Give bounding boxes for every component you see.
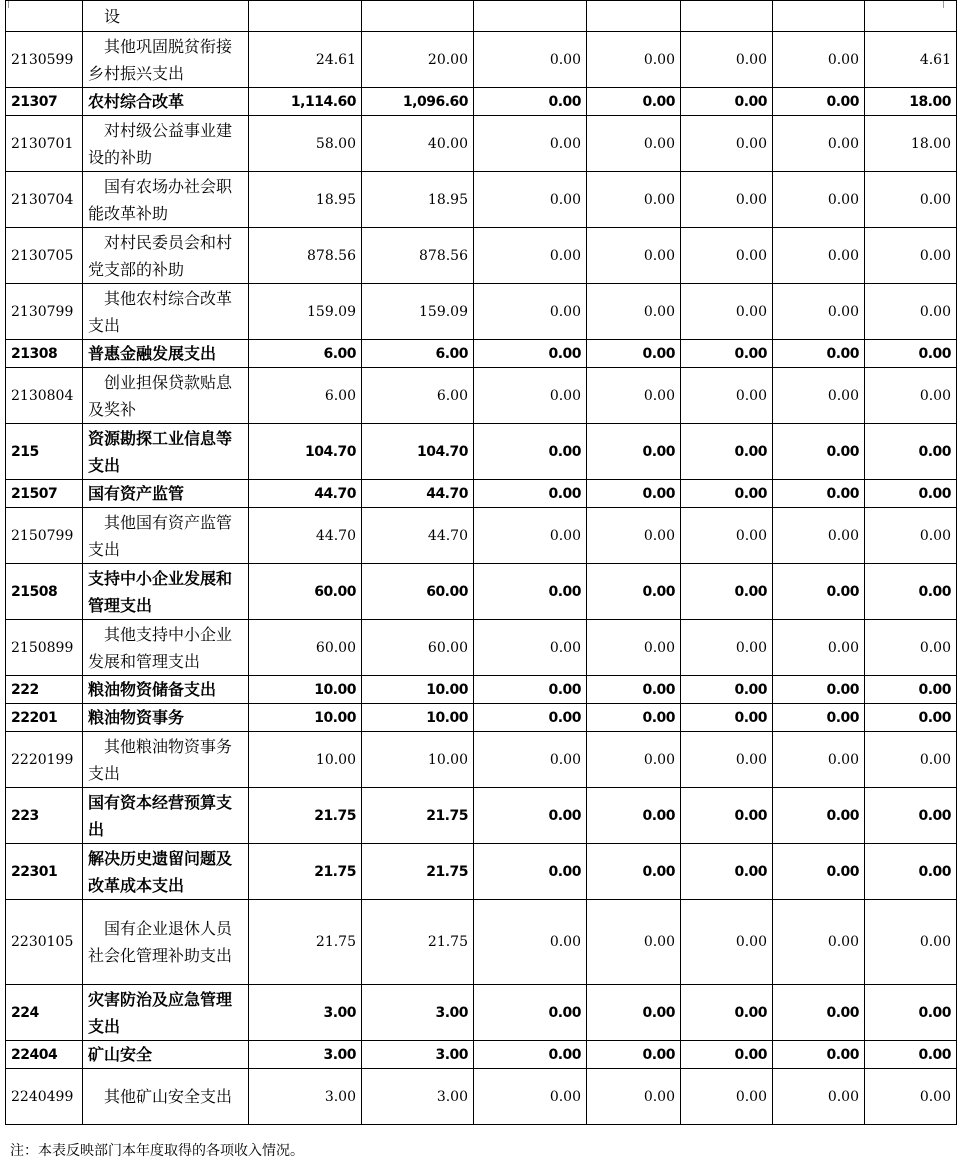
amount-cell: 0.00 (773, 900, 865, 985)
subject-name-cell: 设 (83, 1, 249, 32)
table-row (6, 900, 957, 985)
amount-cell: 0.00 (865, 844, 957, 900)
subject-code-cell: 21307 (6, 88, 83, 116)
subject-name-cell: 粮油物资事务 (83, 704, 249, 732)
amount-cell: 0.00 (587, 844, 681, 900)
subject-name-cell: 其他支持中小企业发展和管理支出 (83, 620, 249, 676)
amount-cell: 0.00 (865, 172, 957, 228)
table-row (6, 508, 957, 564)
subject-code-cell: 22301 (6, 844, 83, 900)
amount-cell: 44.70 (362, 480, 474, 508)
amount-cell: 0.00 (773, 116, 865, 172)
table-row (6, 732, 957, 788)
amount-cell: 0.00 (865, 732, 957, 788)
subject-code-cell: 2240499 (6, 1069, 83, 1125)
amount-cell: 0.00 (474, 900, 587, 985)
amount-cell: 21.75 (362, 788, 474, 844)
amount-cell (865, 1, 957, 32)
table-footnote: 注：本表反映部门本年度取得的各项收入情况。 (10, 1143, 304, 1159)
amount-cell: 0.00 (474, 32, 587, 88)
subject-code-cell: 2230105 (6, 900, 83, 985)
budget-table-body (6, 1, 957, 1125)
subject-code-cell: 2130704 (6, 172, 83, 228)
amount-cell: 24.61 (249, 32, 362, 88)
amount-cell: 0.00 (865, 480, 957, 508)
table-row (6, 1069, 957, 1125)
amount-cell: 21.75 (362, 844, 474, 900)
amount-cell: 0.00 (865, 508, 957, 564)
amount-cell: 60.00 (249, 620, 362, 676)
amount-cell: 0.00 (681, 340, 773, 368)
amount-cell: 0.00 (681, 704, 773, 732)
amount-cell (681, 1, 773, 32)
amount-cell: 3.00 (362, 1069, 474, 1125)
subject-name-cell: 创业担保贷款贴息及奖补 (83, 368, 249, 424)
amount-cell: 0.00 (681, 368, 773, 424)
amount-cell: 0.00 (681, 480, 773, 508)
amount-cell: 60.00 (362, 564, 474, 620)
subject-code-cell: 2220199 (6, 732, 83, 788)
amount-cell: 4.61 (865, 32, 957, 88)
subject-code-cell: 2150899 (6, 620, 83, 676)
amount-cell: 18.95 (362, 172, 474, 228)
amount-cell: 0.00 (681, 620, 773, 676)
amount-cell: 878.56 (249, 228, 362, 284)
amount-cell: 0.00 (865, 564, 957, 620)
amount-cell: 44.70 (249, 508, 362, 564)
amount-cell: 0.00 (474, 172, 587, 228)
amount-cell: 0.00 (773, 508, 865, 564)
subject-code-cell: 2130705 (6, 228, 83, 284)
amount-cell: 0.00 (681, 900, 773, 985)
amount-cell: 0.00 (587, 88, 681, 116)
amount-cell: 0.00 (865, 284, 957, 340)
amount-cell: 10.00 (362, 704, 474, 732)
amount-cell: 159.09 (249, 284, 362, 340)
amount-cell: 3.00 (362, 985, 474, 1041)
table-row (6, 116, 957, 172)
amount-cell: 0.00 (587, 900, 681, 985)
amount-cell: 0.00 (587, 480, 681, 508)
amount-cell: 0.00 (474, 228, 587, 284)
table-row (6, 172, 957, 228)
amount-cell: 0.00 (587, 620, 681, 676)
table-row (6, 368, 957, 424)
amount-cell: 0.00 (474, 508, 587, 564)
amount-cell: 0.00 (587, 116, 681, 172)
amount-cell: 44.70 (362, 508, 474, 564)
amount-cell: 0.00 (474, 1041, 587, 1069)
table-row (6, 480, 957, 508)
amount-cell: 3.00 (249, 985, 362, 1041)
amount-cell: 0.00 (587, 676, 681, 704)
amount-cell: 0.00 (773, 620, 865, 676)
amount-cell: 0.00 (681, 172, 773, 228)
amount-cell (474, 1, 587, 32)
amount-cell: 0.00 (474, 480, 587, 508)
amount-cell (249, 1, 362, 32)
amount-cell: 0.00 (681, 116, 773, 172)
amount-cell: 0.00 (773, 32, 865, 88)
subject-name-cell: 粮油物资储备支出 (83, 676, 249, 704)
amount-cell: 44.70 (249, 480, 362, 508)
amount-cell: 18.00 (865, 116, 957, 172)
amount-cell: 104.70 (249, 424, 362, 480)
subject-name-cell: 对村级公益事业建设的补助 (83, 116, 249, 172)
amount-cell: 60.00 (362, 620, 474, 676)
amount-cell (773, 1, 865, 32)
subject-code-cell: 223 (6, 788, 83, 844)
subject-code-cell: 2150799 (6, 508, 83, 564)
amount-cell: 0.00 (773, 1041, 865, 1069)
table-row (6, 676, 957, 704)
amount-cell: 0.00 (865, 1041, 957, 1069)
subject-code-cell: 22201 (6, 704, 83, 732)
amount-cell: 0.00 (681, 1069, 773, 1125)
amount-cell: 0.00 (865, 424, 957, 480)
amount-cell: 0.00 (681, 508, 773, 564)
subject-code-cell: 2130599 (6, 32, 83, 88)
amount-cell: 0.00 (587, 732, 681, 788)
amount-cell: 0.00 (587, 1041, 681, 1069)
subject-code-cell: 2130701 (6, 116, 83, 172)
amount-cell: 0.00 (773, 424, 865, 480)
amount-cell: 1,096.60 (362, 88, 474, 116)
amount-cell: 0.00 (474, 116, 587, 172)
amount-cell: 0.00 (587, 788, 681, 844)
amount-cell: 0.00 (474, 564, 587, 620)
amount-cell: 0.00 (773, 704, 865, 732)
amount-cell: 3.00 (249, 1069, 362, 1125)
subject-name-cell: 其他国有资产监管支出 (83, 508, 249, 564)
amount-cell: 0.00 (474, 1069, 587, 1125)
subject-code-cell (6, 1, 83, 32)
table-row (6, 228, 957, 284)
amount-cell: 0.00 (681, 676, 773, 704)
amount-cell: 0.00 (865, 368, 957, 424)
subject-name-cell: 矿山安全 (83, 1041, 249, 1069)
subject-name-cell: 其他巩固脱贫衔接乡村振兴支出 (83, 32, 249, 88)
subject-code-cell: 21308 (6, 340, 83, 368)
subject-code-cell: 22404 (6, 1041, 83, 1069)
subject-name-cell: 解决历史遗留问题及改革成本支出 (83, 844, 249, 900)
subject-name-cell: 其他矿山安全支出 (83, 1069, 249, 1125)
amount-cell: 10.00 (362, 676, 474, 704)
amount-cell: 0.00 (681, 284, 773, 340)
table-row (6, 424, 957, 480)
amount-cell: 0.00 (773, 228, 865, 284)
amount-cell: 1,114.60 (249, 88, 362, 116)
amount-cell: 104.70 (362, 424, 474, 480)
amount-cell: 0.00 (773, 480, 865, 508)
amount-cell: 3.00 (362, 1041, 474, 1069)
subject-name-cell: 对村民委员会和村党支部的补助 (83, 228, 249, 284)
amount-cell: 0.00 (681, 228, 773, 284)
amount-cell: 0.00 (587, 284, 681, 340)
amount-cell: 0.00 (474, 985, 587, 1041)
subject-name-cell: 国有农场办社会职能改革补助 (83, 172, 249, 228)
table-row (6, 844, 957, 900)
amount-cell (587, 1, 681, 32)
subject-name-cell: 灾害防治及应急管理支出 (83, 985, 249, 1041)
amount-cell: 18.00 (865, 88, 957, 116)
amount-cell: 0.00 (865, 676, 957, 704)
amount-cell: 20.00 (362, 32, 474, 88)
subject-code-cell: 215 (6, 424, 83, 480)
amount-cell: 0.00 (773, 985, 865, 1041)
amount-cell: 0.00 (865, 985, 957, 1041)
amount-cell: 159.09 (362, 284, 474, 340)
amount-cell: 0.00 (773, 284, 865, 340)
amount-cell: 0.00 (474, 844, 587, 900)
amount-cell: 0.00 (474, 88, 587, 116)
amount-cell: 0.00 (474, 676, 587, 704)
subject-code-cell: 224 (6, 985, 83, 1041)
amount-cell: 0.00 (474, 368, 587, 424)
amount-cell: 0.00 (474, 732, 587, 788)
amount-cell: 0.00 (474, 284, 587, 340)
amount-cell: 0.00 (865, 704, 957, 732)
amount-cell: 0.00 (587, 172, 681, 228)
amount-cell: 0.00 (773, 844, 865, 900)
amount-cell: 0.00 (587, 985, 681, 1041)
amount-cell: 10.00 (249, 704, 362, 732)
amount-cell: 21.75 (249, 900, 362, 985)
amount-cell: 0.00 (865, 900, 957, 985)
amount-cell: 0.00 (474, 620, 587, 676)
amount-cell: 0.00 (587, 340, 681, 368)
amount-cell: 0.00 (587, 564, 681, 620)
amount-cell: 0.00 (865, 788, 957, 844)
amount-cell: 40.00 (362, 116, 474, 172)
subject-code-cell: 21507 (6, 480, 83, 508)
subject-name-cell: 其他农村综合改革支出 (83, 284, 249, 340)
amount-cell: 3.00 (249, 1041, 362, 1069)
amount-cell: 21.75 (249, 788, 362, 844)
table-row (6, 788, 957, 844)
amount-cell: 10.00 (249, 732, 362, 788)
amount-cell: 0.00 (773, 340, 865, 368)
amount-cell: 0.00 (587, 704, 681, 732)
table-row (6, 1, 957, 32)
subject-name-cell: 支持中小企业发展和管理支出 (83, 564, 249, 620)
table-row (6, 564, 957, 620)
table-row (6, 284, 957, 340)
amount-cell: 0.00 (474, 424, 587, 480)
amount-cell: 60.00 (249, 564, 362, 620)
subject-name-cell: 普惠金融发展支出 (83, 340, 249, 368)
amount-cell: 0.00 (474, 704, 587, 732)
subject-name-cell: 国有资本经营预算支出 (83, 788, 249, 844)
amount-cell: 6.00 (362, 340, 474, 368)
amount-cell: 21.75 (362, 900, 474, 985)
table-row (6, 1041, 957, 1069)
amount-cell: 0.00 (587, 1069, 681, 1125)
amount-cell: 0.00 (681, 424, 773, 480)
subject-code-cell: 21508 (6, 564, 83, 620)
amount-cell: 6.00 (362, 368, 474, 424)
amount-cell: 0.00 (587, 368, 681, 424)
table-row (6, 88, 957, 116)
subject-name-cell: 农村综合改革 (83, 88, 249, 116)
amount-cell: 0.00 (681, 1041, 773, 1069)
amount-cell: 0.00 (773, 788, 865, 844)
subject-code-cell: 2130804 (6, 368, 83, 424)
amount-cell: 0.00 (865, 340, 957, 368)
amount-cell: 0.00 (681, 32, 773, 88)
amount-cell: 0.00 (681, 985, 773, 1041)
budget-table (5, 0, 957, 1125)
amount-cell: 0.00 (865, 228, 957, 284)
amount-cell: 0.00 (474, 340, 587, 368)
subject-code-cell: 222 (6, 676, 83, 704)
amount-cell: 0.00 (474, 788, 587, 844)
amount-cell: 0.00 (773, 676, 865, 704)
amount-cell: 0.00 (587, 424, 681, 480)
amount-cell: 0.00 (865, 620, 957, 676)
amount-cell: 0.00 (681, 844, 773, 900)
amount-cell: 0.00 (865, 1069, 957, 1125)
amount-cell: 0.00 (773, 88, 865, 116)
amount-cell: 21.75 (249, 844, 362, 900)
amount-cell: 58.00 (249, 116, 362, 172)
subject-code-cell: 2130799 (6, 284, 83, 340)
amount-cell: 6.00 (249, 368, 362, 424)
amount-cell: 0.00 (773, 368, 865, 424)
amount-cell: 0.00 (681, 732, 773, 788)
amount-cell: 0.00 (681, 88, 773, 116)
amount-cell: 0.00 (587, 228, 681, 284)
amount-cell: 10.00 (249, 676, 362, 704)
table-row (6, 985, 957, 1041)
subject-name-cell: 国有资产监管 (83, 480, 249, 508)
subject-name-cell: 国有企业退休人员社会化管理补助支出 (83, 900, 249, 985)
table-row (6, 620, 957, 676)
amount-cell: 0.00 (681, 564, 773, 620)
amount-cell: 10.00 (362, 732, 474, 788)
table-row (6, 32, 957, 88)
amount-cell: 0.00 (773, 1069, 865, 1125)
amount-cell: 0.00 (681, 788, 773, 844)
amount-cell: 878.56 (362, 228, 474, 284)
amount-cell (362, 1, 474, 32)
amount-cell: 0.00 (587, 32, 681, 88)
amount-cell: 18.95 (249, 172, 362, 228)
amount-cell: 0.00 (587, 508, 681, 564)
amount-cell: 6.00 (249, 340, 362, 368)
amount-cell: 0.00 (773, 732, 865, 788)
subject-name-cell: 其他粮油物资事务支出 (83, 732, 249, 788)
subject-name-cell: 资源勘探工业信息等支出 (83, 424, 249, 480)
table-row (6, 704, 957, 732)
amount-cell: 0.00 (773, 172, 865, 228)
table-row (6, 340, 957, 368)
amount-cell: 0.00 (773, 564, 865, 620)
